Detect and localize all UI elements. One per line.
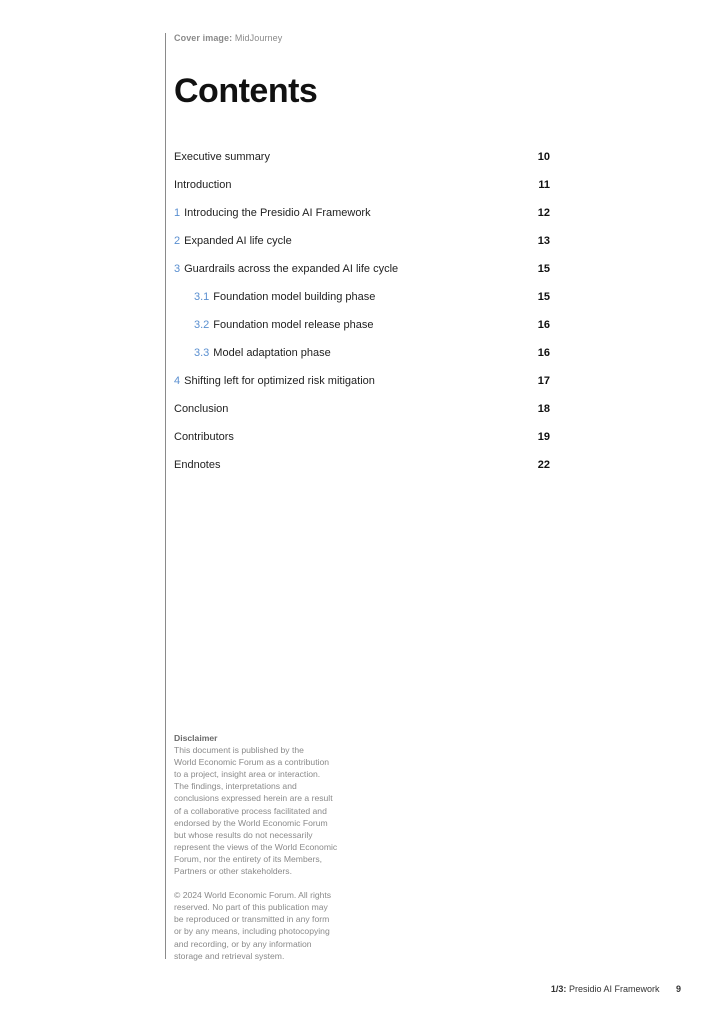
toc-entry[interactable] [174, 402, 550, 430]
toc-page-number: 15 [537, 291, 550, 303]
toc-section-title: Foundation model release phase [213, 319, 374, 331]
cover-credit-label: Cover image: [174, 33, 233, 43]
copyright-paragraph [174, 889, 354, 962]
toc-section-number: 4 [174, 375, 181, 387]
toc-entry-label [174, 402, 228, 416]
disclaimer-line: represent the views of the World Economic [174, 841, 338, 852]
disclaimer-line: of a collaborative process facilitated and [174, 805, 327, 816]
toc-entry[interactable] [174, 178, 550, 206]
disclaimer-line: or by any means, including photocopying [174, 926, 330, 937]
toc-page-number: 19 [537, 431, 550, 443]
toc-section-title: Guardrails across the expanded AI life cycle [184, 263, 399, 275]
disclaimer [174, 732, 354, 962]
toc-page-number: 10 [537, 151, 550, 163]
toc-section-title: Endnotes [174, 459, 221, 471]
footer-report-title: Presidio AI Framework [568, 984, 660, 994]
toc-page-number: 13 [537, 235, 550, 247]
toc-entry[interactable] [174, 374, 550, 402]
toc-section-number: 3.3 [194, 347, 210, 359]
page-footer [551, 984, 681, 994]
disclaimer-heading: Disclaimer [174, 733, 218, 743]
toc-entry-label [174, 430, 234, 444]
toc-section-number: 3.1 [194, 291, 210, 303]
disclaimer-line: storage and retrieval system. [174, 950, 285, 961]
toc-entry-label [174, 234, 292, 248]
toc-entry[interactable] [174, 318, 550, 346]
toc-entry[interactable] [174, 234, 550, 262]
disclaimer-line: This document is published by the [174, 745, 304, 756]
toc-page-number: 16 [537, 347, 550, 359]
disclaimer-line: conclusions expressed herein are a result [174, 793, 333, 804]
toc-section-title: Model adaptation phase [213, 347, 331, 359]
toc-section-title: Introducing the Presidio AI Framework [184, 207, 371, 219]
toc-entry-label [174, 262, 398, 276]
toc-section-number: 2 [174, 235, 181, 247]
toc-entry[interactable] [174, 346, 550, 374]
toc-entry[interactable] [174, 150, 550, 178]
toc-entry[interactable] [174, 458, 550, 486]
toc-section-title: Executive summary [174, 151, 270, 163]
toc-page-number: 15 [537, 263, 550, 275]
cover-credit-value: MidJourney [234, 33, 283, 43]
toc-entry-label [174, 346, 331, 360]
disclaimer-line: reserved. No part of this publication may [174, 902, 328, 913]
table-of-contents [174, 150, 550, 486]
footer-page-number: 9 [675, 984, 681, 994]
toc-entry-label [174, 150, 270, 164]
toc-section-number: 3.2 [194, 319, 210, 331]
disclaimer-line: endorsed by the World Economic Forum [174, 817, 328, 828]
toc-page-number: 18 [537, 403, 550, 415]
toc-section-number: 3 [174, 263, 181, 275]
toc-entry[interactable] [174, 430, 550, 458]
toc-entry[interactable] [174, 290, 550, 318]
toc-page-number: 11 [538, 179, 550, 191]
toc-section-title: Foundation model building phase [213, 291, 376, 303]
toc-entry-label [174, 178, 231, 192]
disclaimer-line: World Economic Forum as a contribution [174, 757, 330, 768]
disclaimer-line: to a project, insight area or interaction. [174, 769, 321, 780]
page-title: Contents [174, 72, 318, 110]
footer-report-number: 1/3: [550, 984, 567, 994]
cover-credit [174, 33, 282, 43]
toc-entry[interactable] [174, 206, 550, 234]
paragraph-gap [174, 877, 354, 889]
disclaimer-line: but whose results do not necessarily [174, 829, 313, 840]
toc-page-number: 22 [537, 459, 550, 471]
toc-page-number: 12 [537, 207, 550, 219]
toc-entry-label [174, 374, 375, 388]
toc-section-title: Shifting left for optimized risk mitigation [184, 375, 375, 387]
toc-section-number: 1 [174, 207, 181, 219]
disclaimer-line: be reproduced or transmitted in any form [174, 914, 330, 925]
vertical-rule [165, 33, 166, 959]
disclaimer-line: Partners or other stakeholders. [174, 866, 292, 877]
toc-entry-label [174, 458, 220, 472]
disclaimer-line: and recording, or by any information [174, 938, 312, 949]
toc-entry-label [174, 318, 374, 332]
disclaimer-line: Forum, nor the entirety of its Members, [174, 853, 323, 864]
disclaimer-paragraph [174, 744, 354, 877]
toc-section-title: Conclusion [174, 403, 229, 415]
toc-page-number: 16 [537, 319, 550, 331]
disclaimer-line: © 2024 World Economic Forum. All rights [174, 890, 332, 901]
disclaimer-line: The findings, interpretations and [174, 781, 297, 792]
toc-entry-label [174, 206, 371, 220]
toc-section-title: Contributors [174, 431, 234, 443]
toc-section-title: Introduction [174, 179, 232, 191]
toc-entry[interactable] [174, 262, 550, 290]
toc-page-number: 17 [537, 375, 550, 387]
toc-section-title: Expanded AI life cycle [184, 235, 292, 247]
toc-entry-label [174, 290, 375, 304]
